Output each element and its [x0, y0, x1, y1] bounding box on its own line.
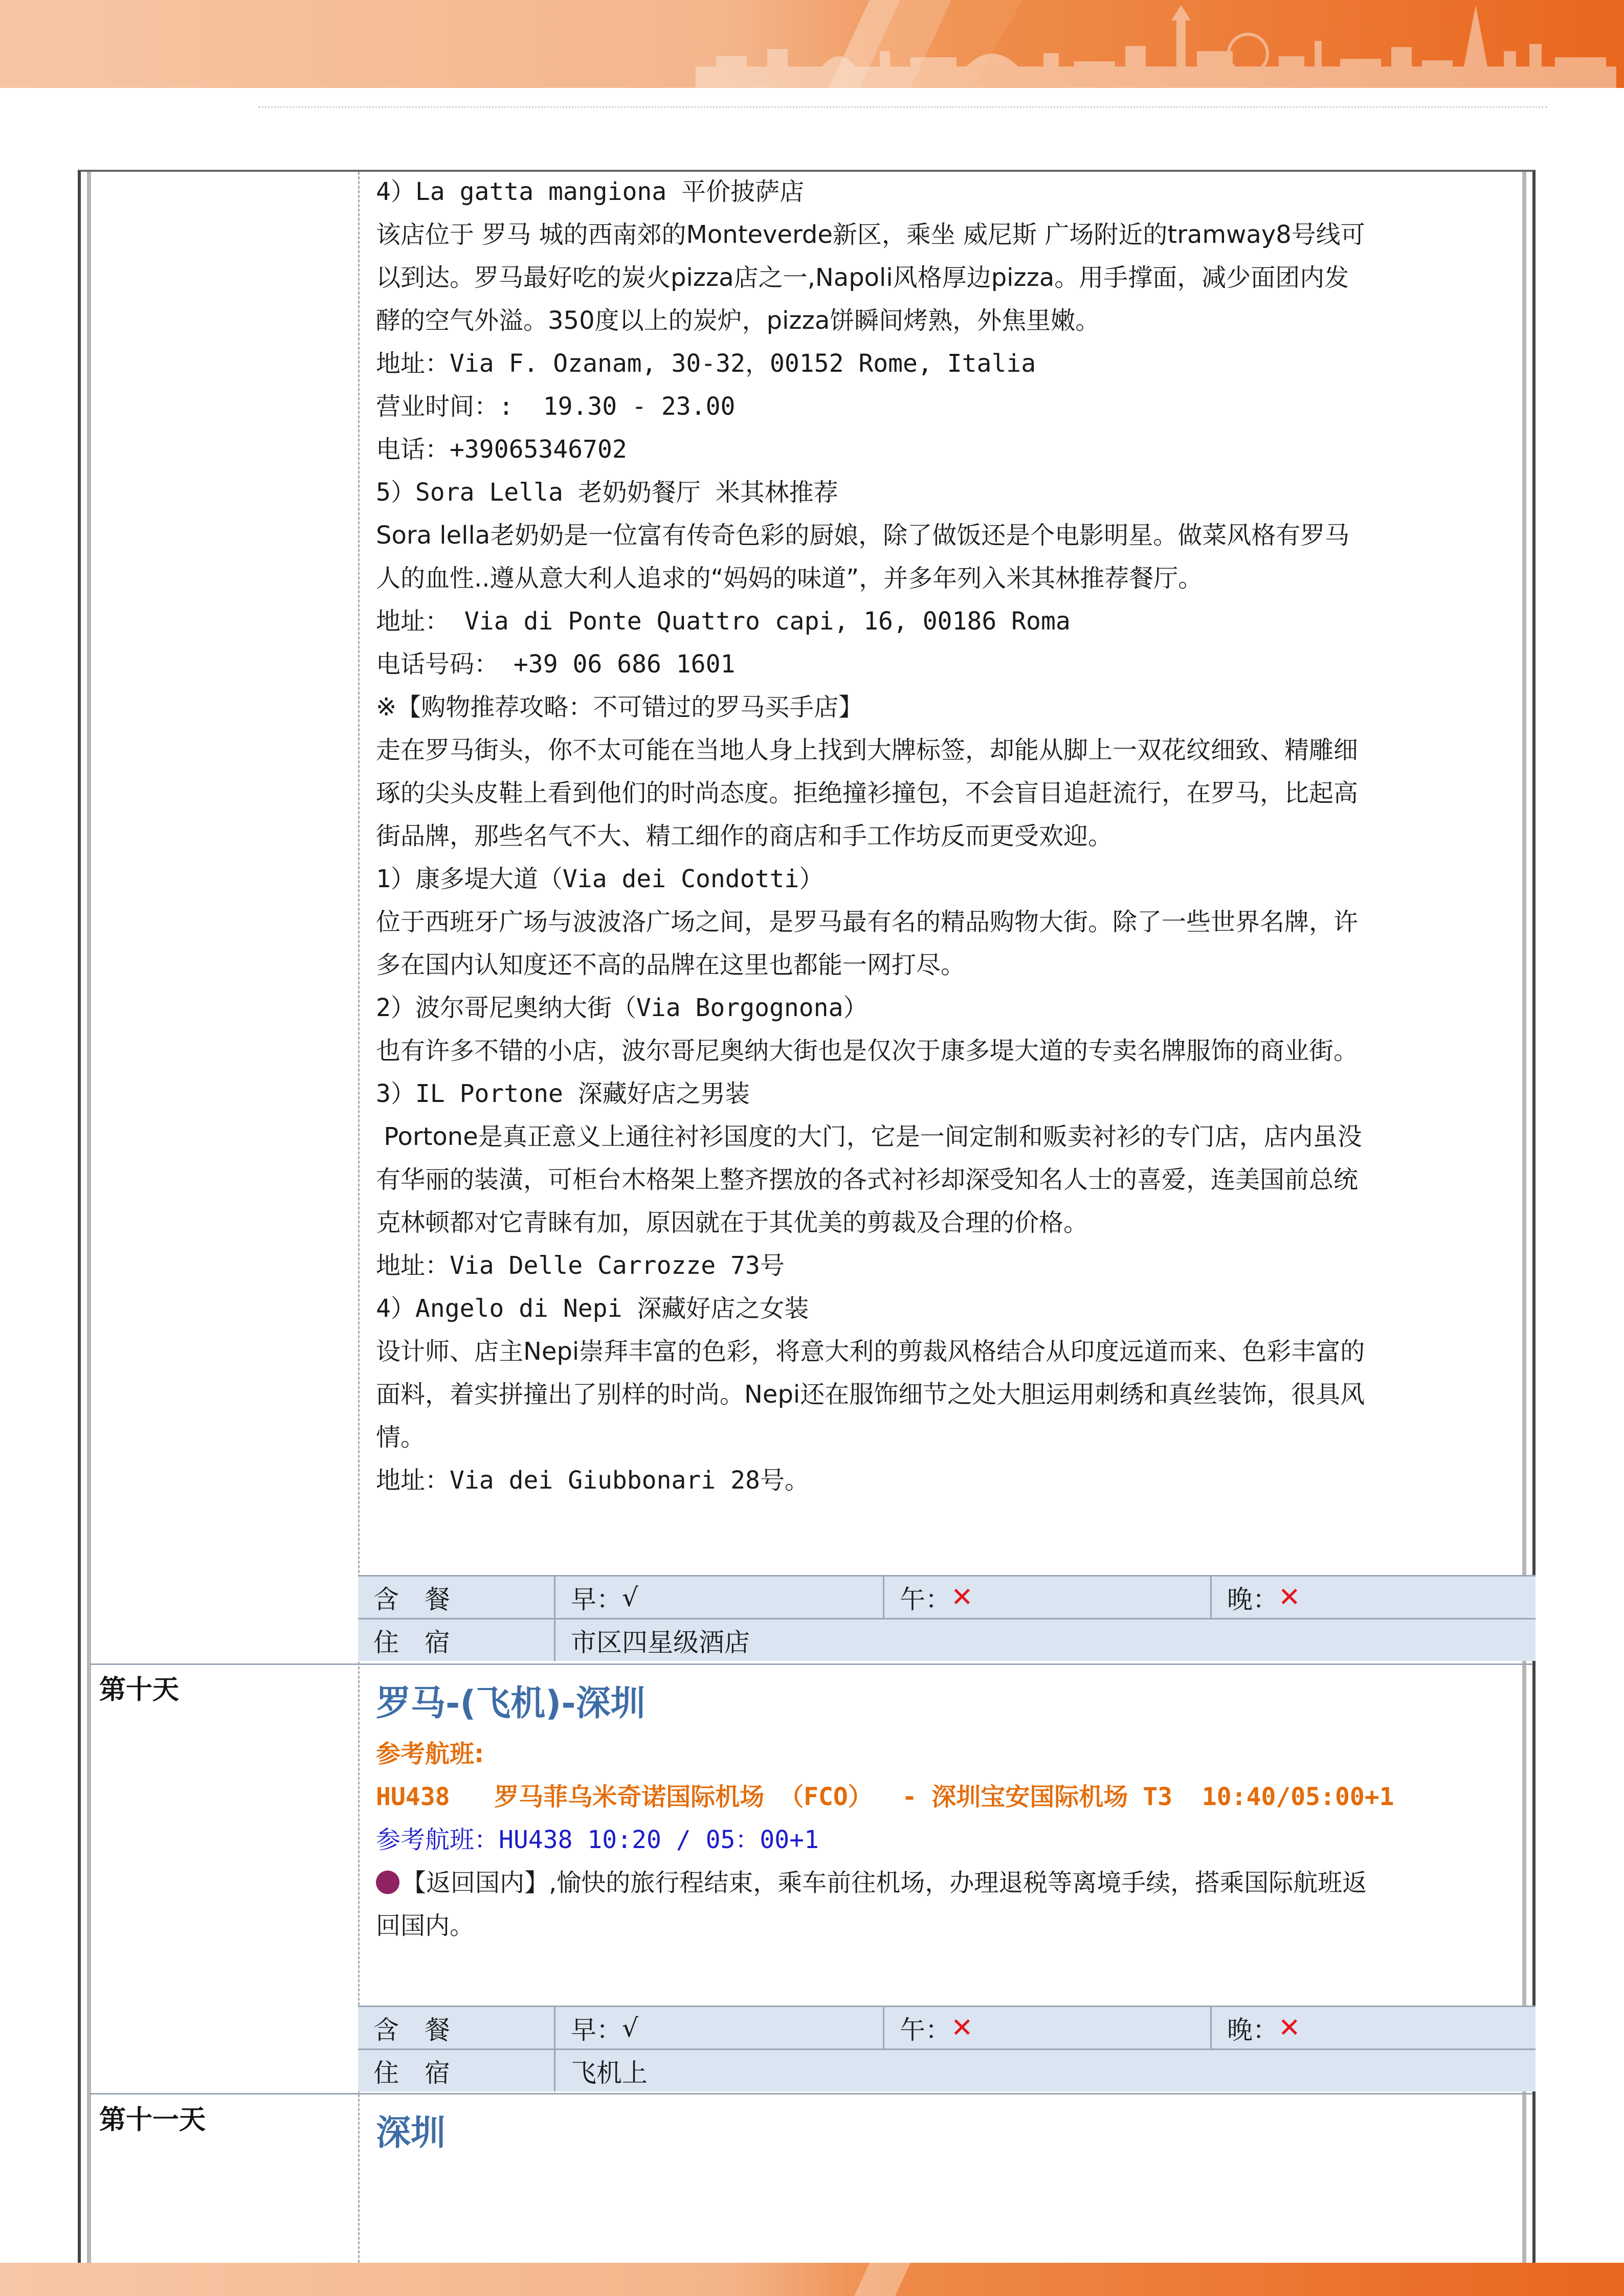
dinner-label: 晚： [1227, 1584, 1278, 1614]
breakfast-label: 早： [571, 2015, 622, 2045]
text-line: 面料，着实拼撞出了别样的时尚。Nepi还在服饰细节之处大胆运用刺绣和真丝装饰，很具风 [376, 1380, 1365, 1409]
meals-label: 含 餐 [358, 2007, 555, 2049]
column-divider [358, 172, 360, 2263]
day-title: 罗马-(飞机)-深圳 [376, 1683, 646, 1724]
stay-row [358, 2049, 1536, 2091]
text-line: Portone是真正意义上通往衬衫国度的大门，它是一间定制和贩卖衬衫的专门店，店内虽没 [376, 1122, 1362, 1151]
lunch-value: ✕ [951, 1582, 973, 1613]
text-line: 4）La gatta mangiona 平价披萨店 [376, 177, 805, 206]
text-line: 走在罗马街头，你不太可能在当地人身上找到大牌标签，却能从脚上一双花纹细致、精雕细 [376, 736, 1359, 764]
text-line: 位于西班牙广场与波波洛广场之间，是罗马最有名的精品购物大街。除了一些世界名牌，许 [376, 908, 1359, 936]
breakfast-cell [555, 1577, 884, 1618]
lunch-label: 午： [900, 1584, 951, 1614]
dinner-cell [1212, 1577, 1536, 1618]
day11-content [376, 2108, 1527, 2159]
header-banner [0, 0, 1624, 88]
bullet-icon [376, 1871, 399, 1894]
lunch-label: 午： [900, 2015, 951, 2045]
description [376, 1861, 1527, 1904]
address-line: 地址： Via di Ponte Quattro capi, 16, 00186 Roma [376, 607, 1071, 636]
stay-label: 住 宿 [358, 2050, 555, 2091]
city-skyline-graphic [0, 0, 1624, 88]
breakfast-cell [555, 2007, 884, 2049]
dinner-label: 晚： [1227, 2015, 1278, 2045]
day-label: 第十天 [99, 1675, 180, 1705]
text-line: 设计师、店主Nepi崇拜丰富的色彩，将意大利的剪裁风格结合从印度远道而来、色彩丰富的 [376, 1337, 1365, 1366]
meals-row [358, 1575, 1536, 1618]
text-line: 2）波尔哥尼奥纳大街（Via Borgognona） [376, 994, 868, 1022]
day-title: 深圳 [376, 2113, 446, 2153]
text-line: 5）Sora Lella 老奶奶餐厅 米其林推荐 [376, 478, 838, 507]
text-line: 有华丽的装潢，可柜台木格架上整齐摆放的各式衬衫却深受知名人士的喜爱，连美国前总统 [376, 1165, 1359, 1194]
lunch-cell [884, 1577, 1212, 1618]
text-line: 琢的尖头皮鞋上看到他们的时尚态度。拒绝撞衫撞包，不会盲目追赶流行，在罗马，比起高 [376, 779, 1359, 807]
stay-value: 飞机上 [571, 2058, 648, 2088]
stay-label: 住 宿 [358, 1619, 555, 1661]
text-line: 4）Angelo di Nepi 深藏好店之女装 [376, 1294, 809, 1323]
text-line: 克林顿都对它青睐有加，原因就在于其优美的剪裁及合理的价格。 [376, 1208, 1088, 1237]
meals-row [358, 2006, 1536, 2049]
text-line: 1）康多堤大道（Via dei Condotti） [376, 865, 824, 893]
meals-label: 含 餐 [358, 1577, 555, 1618]
text-line: 3）IL Portone 深藏好店之男装 [376, 1079, 750, 1108]
day-row-divider [90, 1663, 1532, 1665]
breakfast-value: √ [622, 1582, 638, 1612]
dinner-value: ✕ [1278, 2012, 1301, 2043]
text-line: 人的血性..遵从意大利人追求的“妈妈的味道”，并多年列入米其林推荐餐厅。 [376, 564, 1203, 593]
day10-content [376, 1678, 1527, 1947]
flight-ref-detail: HU438 罗马菲乌米奇诺国际机场 （FCO） - 深圳宝安国际机场 T3 10:40/05:00+1 [376, 1783, 1394, 1811]
lunch-cell [884, 2007, 1212, 2049]
address-line: 地址：Via dei Giubbonari 28号。 [376, 1466, 809, 1495]
text-line: Sora lella老奶奶是一位富有传奇色彩的厨娘，除了做饭还是个电影明星。做菜风格有罗马 [376, 521, 1350, 550]
address-line: 地址：Via F. Ozanam, 30-32，00152 Rome, Italia [376, 349, 1036, 378]
address-line: 地址：Via Delle Carrozze 73号 [376, 1251, 785, 1280]
text-line: 以到达。罗马最好吃的炭火pizza店之一,Napoli风格厚边pizza。用手撑面，减少面团内发 [376, 263, 1349, 292]
text-line: 街品牌，那些名气不大、精工细作的商店和手工作坊反而更受欢迎。 [376, 822, 1113, 850]
lunch-value: ✕ [951, 2012, 973, 2043]
text-line: 酵的空气外溢。350度以上的炭炉，pizza饼瞬间烤熟，外焦里嫩。 [376, 306, 1100, 335]
text-line: 情。 [376, 1423, 426, 1452]
day9-content [376, 170, 1527, 1502]
text-line: 也有许多不错的小店，波尔哥尼奥纳大街也是仅次于康多堤大道的专卖名牌服饰的商业街。 [376, 1037, 1359, 1065]
phone-line: 电话号码： +39 06 686 1601 [376, 650, 736, 679]
footer-banner [0, 2263, 1624, 2296]
phone-line: 电话：+39065346702 [376, 435, 627, 464]
description-text: 【返回国内】,愉快的旅行程结束，乘车前往机场，办理退税等离境手续，搭乘国际航班返 [402, 1869, 1367, 1897]
day-row-divider [90, 2093, 1532, 2095]
stay-row [358, 1618, 1536, 1661]
section-heading: ※【购物推荐攻略：不可错过的罗马买手店】 [376, 693, 863, 722]
breakfast-value: √ [622, 2013, 638, 2043]
day-label: 第十一天 [99, 2105, 206, 2135]
header-divider [258, 106, 1547, 108]
footer-stripe-graphic [0, 2263, 1624, 2296]
text-line: 多在国内认知度还不高的品牌在这里也都能一网打尽。 [376, 951, 966, 979]
dinner-value: ✕ [1278, 1582, 1301, 1613]
dinner-cell [1212, 2007, 1536, 2049]
breakfast-label: 早： [571, 1584, 622, 1614]
stay-value: 市区四星级酒店 [571, 1627, 750, 1657]
description-cont: 回国内。 [376, 1911, 475, 1940]
flight-ref-heading: 参考航班: [376, 1740, 484, 1768]
hours-line: 营业时间：: 19.30 - 23.00 [376, 392, 736, 421]
text-line: 该店位于 罗马 城的西南郊的Monteverde新区，乘坐 威尼斯 广场附近的tramway8号线可 [376, 220, 1365, 249]
flight-ref-detail-2: 参考航班：HU438 10:20 / 05：00+1 [376, 1826, 819, 1854]
